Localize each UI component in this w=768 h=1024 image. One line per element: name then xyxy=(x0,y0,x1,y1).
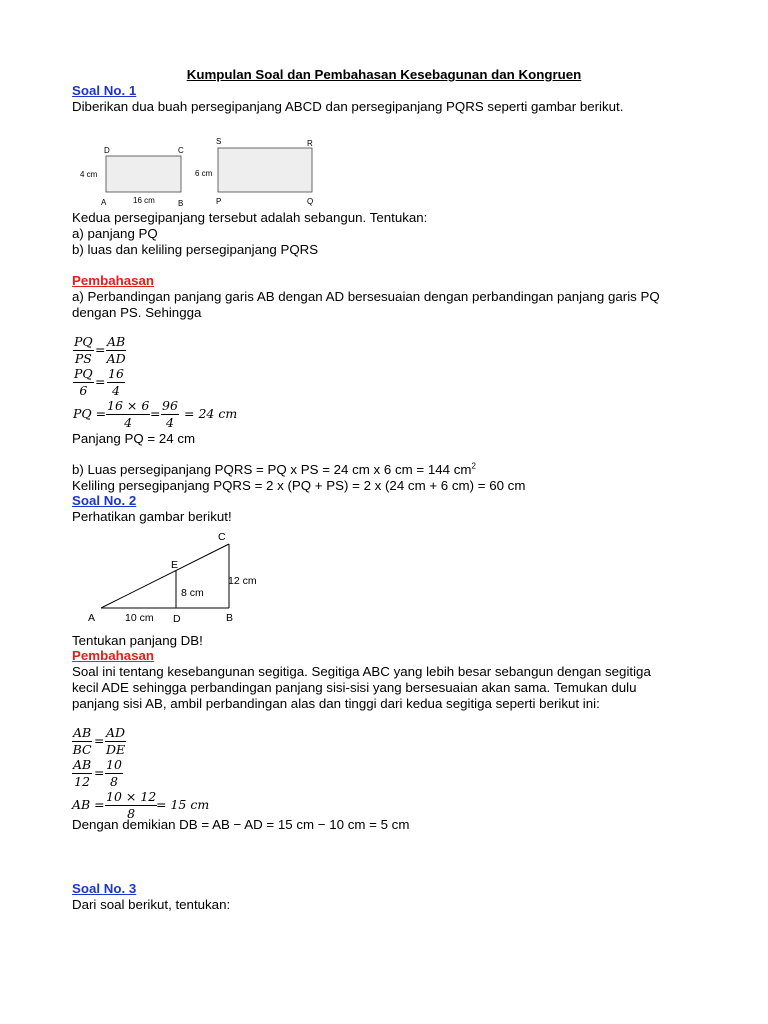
pembahasan-1-line-1: a) Perbandingan panjang garis AB dengan AD bersesuaian dengan perbandingan panjang garis PQ xyxy=(72,289,660,304)
pembahasan-2-line-3: panjang sisi AB, ambil perbandingan alas dan tinggi dari kedua segitiga seperti berikut ini: xyxy=(72,696,600,711)
side-ac xyxy=(101,544,229,608)
label-de-length: 8 cm xyxy=(181,587,204,599)
label-b: B xyxy=(178,199,184,208)
fraction-16-4: $\frac{16}{4}$ xyxy=(108,366,124,398)
pembahasan-1-keliling: Keliling persegipanjang PQRS = 2 x (PQ + PS) = 2 x (24 cm + 6 cm) = 60 cm xyxy=(72,478,526,493)
pembahasan-2-line-2: kecil ADE sehingga perbandingan panjang sisi-sisi yang bersesuaian akan sama. Temukan dulu xyxy=(72,680,637,695)
fraction-pq-6: $\frac{PQ}{6}$ xyxy=(74,366,93,398)
label-d: D xyxy=(173,613,181,625)
rect-abcd xyxy=(106,156,181,192)
pembahasan-2-result: Dengan demikian DB = AB − AD = 15 cm − 10 cm = 5 cm xyxy=(72,817,410,832)
label-r: R xyxy=(307,139,313,148)
label-a: A xyxy=(101,198,107,207)
label-p: P xyxy=(216,197,222,206)
label-a: A xyxy=(88,612,96,624)
fraction-16x6-4: $\frac{16 \times 6}{4}$ xyxy=(107,398,150,430)
fraction-10-8: $\frac{10}{8}$ xyxy=(106,757,122,789)
label-e: E xyxy=(171,559,179,571)
label-bc-length: 12 cm xyxy=(228,575,257,587)
fraction-10x12-8: $\frac{10 \times 12}{8}$ xyxy=(106,789,157,821)
rect-pqrs xyxy=(218,148,312,192)
soal-1-heading: Soal No. 1 xyxy=(72,83,137,98)
fraction-pq-ps: $\frac{PQ}{PS}$ xyxy=(74,334,93,366)
label-b: B xyxy=(226,612,234,624)
document-title: Kumpulan Soal dan Pembahasan Kesebagunan dan Kongruen xyxy=(186,67,582,82)
soal-2-heading: Soal No. 2 xyxy=(72,493,137,508)
soal-2-intro: Perhatikan gambar berikut! xyxy=(72,509,232,524)
pembahasan-1-result: Panjang PQ = 24 cm xyxy=(72,431,196,446)
fraction-ad-de: $\frac{AD}{DE}$ xyxy=(105,725,126,757)
label-q: Q xyxy=(307,197,314,206)
label-d: D xyxy=(104,146,110,155)
soal-2-question: Tentukan panjang DB! xyxy=(72,633,203,648)
label-c: C xyxy=(218,531,226,543)
fraction-ab-bc: $\frac{AB}{BC}$ xyxy=(72,725,92,757)
fraction-ab-ad: $\frac{AB}{AD}$ xyxy=(106,334,126,366)
soal-1-part-b: b) luas dan keliling persegipanjang PQRS xyxy=(72,242,319,257)
soal-1-part-a: a) panjang PQ xyxy=(72,226,158,241)
label-ad-length: 10 cm xyxy=(125,612,154,624)
label-s: S xyxy=(216,137,222,146)
label-ab-length: 16 cm xyxy=(133,196,155,205)
rectangles-figure xyxy=(72,130,332,212)
label-ps-length: 6 cm xyxy=(195,169,213,178)
soal-1-question: Kedua persegipanjang tersebut adalah sebangun. Tentukan: xyxy=(72,210,428,225)
fraction-96-4: $\frac{96}{4}$ xyxy=(162,398,178,430)
fraction-ab-12: $\frac{AB}{12}$ xyxy=(73,757,92,789)
pembahasan-1-heading: Pembahasan xyxy=(72,273,155,288)
soal-3-heading: Soal No. 3 xyxy=(72,881,137,896)
pembahasan-1-line-2: dengan PS. Sehingga xyxy=(72,305,202,320)
triangle-figure xyxy=(80,524,280,630)
label-c: C xyxy=(178,146,184,155)
pembahasan-1-luas: b) Luas persegipanjang PQRS = PQ x PS = 24 cm x 6 cm = 144 $cm^2$ xyxy=(72,461,476,477)
soal-1-intro: Diberikan dua buah persegipanjang ABCD dan persegipanjang PQRS seperti gambar berikut. xyxy=(72,99,624,114)
label-ad-length: 4 cm xyxy=(80,170,98,179)
pembahasan-2-line-1: Soal ini tentang kesebangunan segitiga. Segitiga ABC yang lebih besar sebangun dengan segitiga xyxy=(72,664,651,679)
soal-3-intro: Dari soal berikut, tentukan: xyxy=(72,897,231,912)
pembahasan-2-heading: Pembahasan xyxy=(72,648,155,663)
